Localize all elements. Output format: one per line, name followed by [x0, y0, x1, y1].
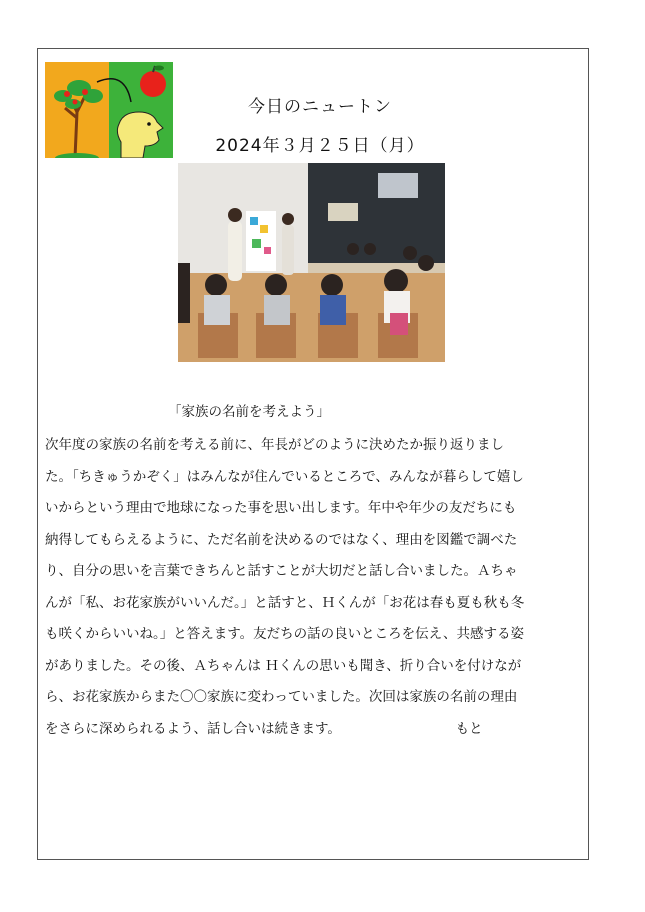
date-heading: 2024年３月２５日（月）: [215, 136, 425, 156]
body-text: [45, 430, 585, 745]
section-subtitle: 「家族の名前を考えよう」: [168, 404, 330, 420]
body-line: いからという理由で地球になった事を思い出します。年中や年少の友だちにも: [45, 500, 517, 516]
body-line: も咲くからいいね。」と答えます。友だちの話の良いところを伝え、共感する姿: [45, 626, 524, 642]
body-line: 次年度の家族の名前を考える前に、年長がどのように決めたか振り返りまし: [45, 437, 504, 453]
body-line: 納得してもらえるように、ただ名前を決めるのではなく、理由を図鑑で調べた: [45, 531, 518, 548]
page-title: 今日のニュートン: [248, 97, 392, 117]
body-line: た。「ちきゅうかぞく」はみんなが住んでいるところで、みんなが暮らして嬉し: [45, 468, 524, 485]
newton-apple-logo-icon: [45, 62, 173, 158]
body-line: んが「私、お花家族がいいんだ。」と話すと、Ｈくんが「お花は春も夏も秋も冬: [45, 594, 525, 611]
body-line: がありました。その後、Ａちゃんは Ｈくんの思いも聞き、折り合いを付けなが: [45, 657, 522, 674]
classroom-photo-icon: [178, 163, 445, 362]
body-line: をさらに深められるよう、話し合いは続きます。 もと: [45, 720, 483, 737]
body-line: り、自分の思いを言葉できちんと話すことが大切だと話し合いました。Ａちゃ: [45, 563, 518, 579]
body-line: ら、お花家族からまた〇〇家族に変わっていました。次回は家族の名前の理由: [45, 689, 518, 705]
